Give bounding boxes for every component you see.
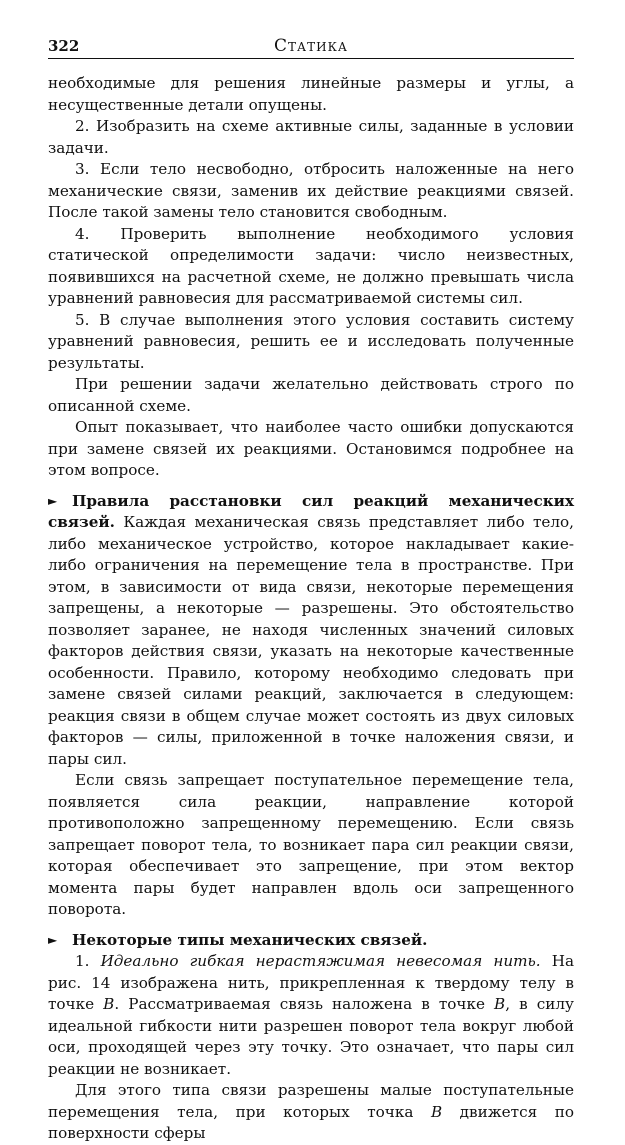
page-number: 322 (48, 37, 80, 55)
point-label: B (494, 995, 506, 1013)
page-body (48, 73, 574, 1145)
text-run: . Рассматриваемая связь наложена в точке (114, 995, 495, 1013)
text-run: На рис. 14 изображена нить, прикрепленная к твердому телу в точке (48, 952, 574, 1013)
triangle-marker-icon: ► (48, 493, 58, 508)
paragraph-continued: необходимые для решения линейные размеры и углы, а несущественные детали опущены. (48, 74, 574, 114)
section-title: Некоторые типы механических связей. (72, 930, 428, 949)
paragraph (48, 1080, 574, 1145)
text-run: движется по поверхности сферы (48, 1102, 574, 1142)
running-title: Статика (274, 36, 348, 56)
point-label: B (430, 1102, 443, 1121)
paragraph: При решении задачи желательно действовать строго по описанной схеме. (48, 375, 574, 415)
step-4-paragraph: 4. Проверить выполнение необходимого условия статической определимости задачи: число неизвестных, появившихся на расчетной схеме, не должно превышать числа уравнений равновесия для рассматриваемой системы сил. (48, 224, 574, 307)
step-3-paragraph: 3. Если тело несвободно, отбросить наложенные на него механические связи, заменив их действие реакциями связей. После такой замены тело становится свободным. (48, 160, 574, 221)
section-reaction-rules (48, 491, 574, 771)
step-2-paragraph: 2. Изобразить на схеме активные силы, заданные в условии задачи. (48, 117, 574, 157)
paragraph: Если связь запрещает поступательное перемещение тела, появляется сила реакции, направление которой противоположно запрещенному перемещению. Если связь запрещает поворот тела, то возникает пара сил реакции связи, которая обеспечивает это запрещение, при этом вектор момента пары будет направлен вдоль оси запрещенного поворота. (48, 771, 574, 918)
paragraph: Опыт показывает, что наиболее часто ошибки допускаются при замене связей их реакциями. Остановимся подробнее на этом вопросе. (48, 418, 574, 479)
section-constraint-types (48, 930, 574, 952)
step-5-paragraph: 5. В случае выполнения этого условия составить систему уравнений равновесия, решить ее и исследовать полученные результаты. (48, 310, 574, 372)
page-header (48, 36, 574, 59)
triangle-marker-icon: ► (48, 932, 58, 947)
term-italic: Идеально гибкая нерастяжимая невесомая нить. (100, 952, 541, 970)
section-title: Правила расстановки сил реакций механических связей. (48, 491, 574, 531)
point-label: B (103, 995, 115, 1013)
paragraph-thread (48, 951, 574, 1080)
section-text: Каждая механическая связь представляет либо тело, либо механическое устройство, которое накладывает какие-либо ограничения на перемещение тела в пространстве. При этом, в зависимости от вида связи, некоторые перемещения запрещены, а некоторые — разрешены. Это обстоятельство позволяет заранее, не находя численных значений силовых факторов действия связи, указать на некоторые качественные особенности. Правило, которому необходимо следовать при замене связей силами реакций, заключается в следующем: реакция связи в общем случае может состоять из двух силовых факторов — силы, приложенной в точке наложения связи, и пары сил. (48, 513, 574, 768)
item-number: 1. (75, 952, 101, 970)
text-run: Для этого типа связи разрешены малые поступательные перемещения тела, при которых точка (48, 1081, 574, 1121)
text-run: , в силу идеальной гибкости нити разрешен поворот тела вокруг любой оси, проходящей через эту точку. Это означает, что пары сил реакции не возникает. (48, 995, 574, 1078)
